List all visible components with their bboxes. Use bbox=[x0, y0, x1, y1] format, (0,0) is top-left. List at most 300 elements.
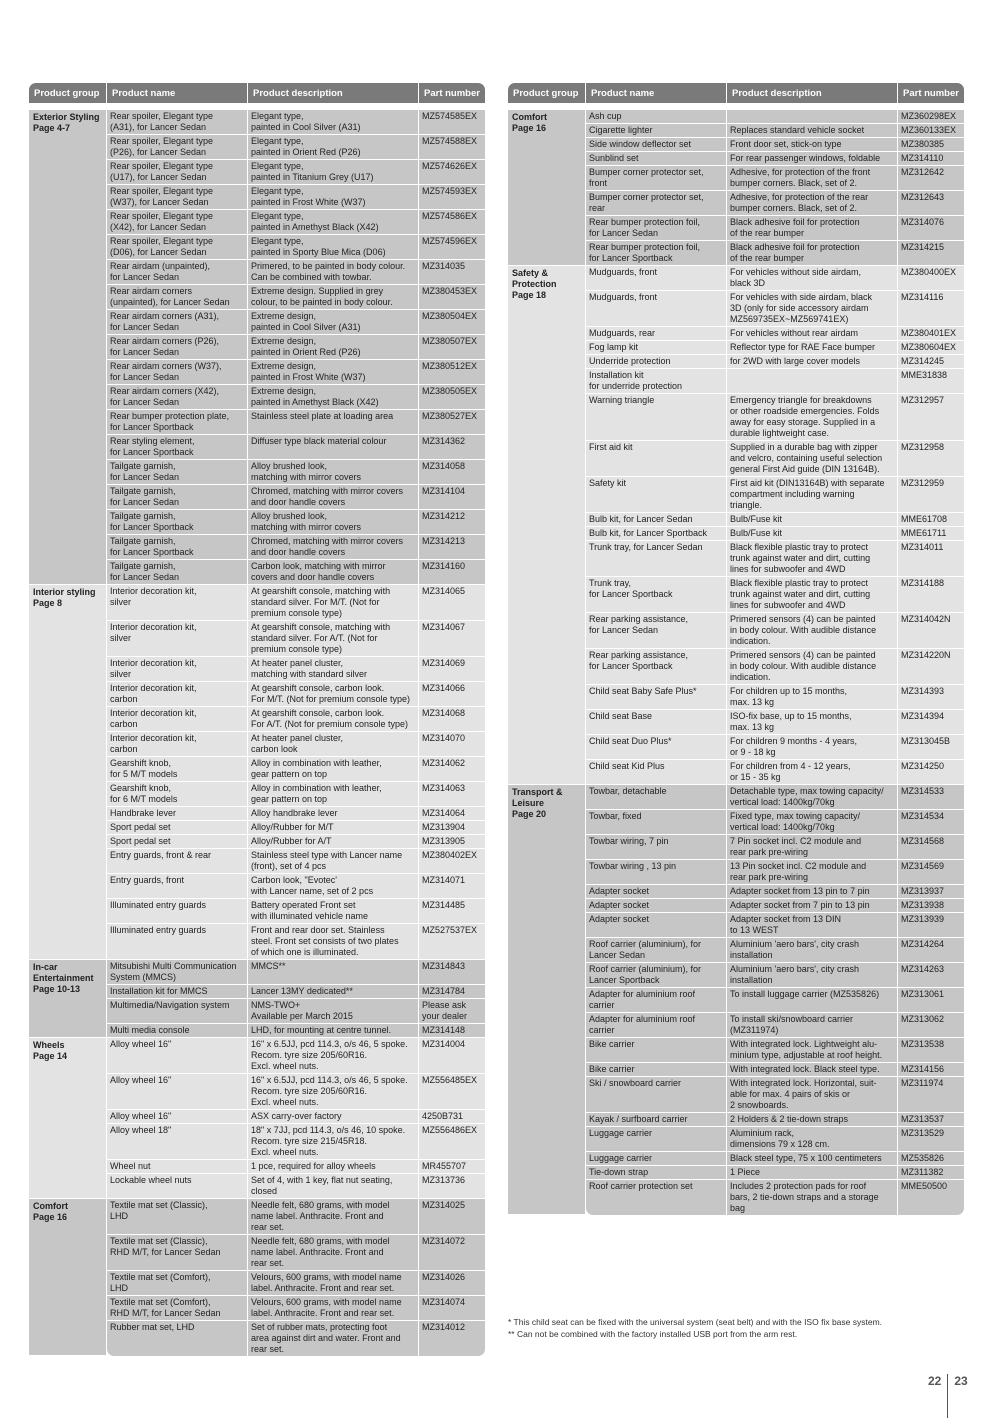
part-number-cell: MZ314220N bbox=[898, 649, 964, 685]
product-name-cell: Towbar, detachable bbox=[586, 785, 727, 810]
product-description-cell: Adapter socket from 7 pin to 13 pin bbox=[727, 899, 898, 913]
table-spacer bbox=[508, 103, 964, 110]
part-number-cell: MZ312959 bbox=[898, 477, 964, 513]
page-divider bbox=[947, 1374, 948, 1418]
product-name-cell: Gearshift knob, for 5 M/T models bbox=[107, 757, 248, 782]
product-description-cell: Velours, 600 grams, with model name label. Anthracite. Front and rear set. bbox=[248, 1271, 419, 1296]
product-description-cell: Stainless steel type with Lancer name (front), set of 4 pcs bbox=[248, 849, 419, 874]
product-description-cell: Stainless steel plate at loading area bbox=[248, 410, 419, 435]
product-name-cell: Installation kit for underride protection bbox=[586, 369, 727, 394]
product-name-cell: Child seat Kid Plus bbox=[586, 760, 727, 785]
product-name-cell: Rear airdam (unpainted), for Lancer Sedan bbox=[107, 260, 248, 285]
product-description-cell: Alloy in combination with leather, gear pattern on top bbox=[248, 757, 419, 782]
product-name-cell: Ski / snowboard carrier bbox=[586, 1077, 727, 1113]
product-description-cell: Bulb/Fuse kit bbox=[727, 527, 898, 541]
product-description-cell: Elegant type, painted in Frost White (W37) bbox=[248, 185, 419, 210]
product-name-cell: Adapter for aluminium roof carrier bbox=[586, 1013, 727, 1038]
product-description-cell: Extreme design, painted in Frost White (W37) bbox=[248, 360, 419, 385]
part-number-cell: MZ574586EX bbox=[419, 210, 485, 235]
product-description-cell: Primered, to be painted in body colour. Can be combined with towbar. bbox=[248, 260, 419, 285]
product-name-cell: Rear spoiler, Elegant type (U17), for Lancer Sedan bbox=[107, 160, 248, 185]
product-name-cell: Trunk tray, for Lancer Sportback bbox=[586, 577, 727, 613]
header-product-group: Product group bbox=[29, 83, 107, 103]
product-name-cell: Bumper corner protector set, rear bbox=[586, 191, 727, 216]
product-description-cell: For children 9 months - 4 years, or 9 - 18 kg bbox=[727, 735, 898, 760]
product-description-cell: Extreme design, painted in Cool Silver (A31) bbox=[248, 310, 419, 335]
product-description-cell: Black adhesive foil for protection of the rear bumper bbox=[727, 216, 898, 241]
product-description-cell: Alloy/Rubber for A/T bbox=[248, 835, 419, 849]
product-description-cell: At gearshift console, matching with standard silver. For A/T. (Not for premium console type) bbox=[248, 621, 419, 657]
part-number-cell: MZ313045B bbox=[898, 735, 964, 760]
product-description-cell: Fixed type, max towing capacity/ vertical load: 1400kg/70kg bbox=[727, 810, 898, 835]
product-name-cell: Child seat Baby Safe Plus* bbox=[586, 685, 727, 710]
product-name-cell: Rear parking assistance, for Lancer Sportback bbox=[586, 649, 727, 685]
product-description-cell: 1 Piece bbox=[727, 1166, 898, 1180]
product-description-cell: Carbon look, "Evotec' with Lancer name, set of 2 pcs bbox=[248, 874, 419, 899]
product-name-cell: Illuminated entry guards bbox=[107, 899, 248, 924]
part-number-cell: MZ311974 bbox=[898, 1077, 964, 1113]
part-number-cell: MZ314110 bbox=[898, 152, 964, 166]
part-number-cell: MZ314245 bbox=[898, 355, 964, 369]
product-description-cell: First aid kit (DIN13164B) with separate compartment including warning triangle. bbox=[727, 477, 898, 513]
product-name-cell: Rear airdam corners (unpainted), for Lancer Sedan bbox=[107, 285, 248, 310]
part-number-cell: MZ314074 bbox=[419, 1296, 485, 1321]
product-name-cell: Multimedia/Navigation system bbox=[107, 999, 248, 1024]
product-name-cell: Alloy wheel 16" bbox=[107, 1074, 248, 1110]
part-number-cell: MME61711 bbox=[898, 527, 964, 541]
product-description-cell: Extreme design. Supplied in grey colour, to be painted in body colour. bbox=[248, 285, 419, 310]
table-row bbox=[508, 266, 964, 291]
product-description-cell: Replaces standard vehicle socket bbox=[727, 124, 898, 138]
product-description-cell: Aluminium rack, dimensions 79 x 128 cm. bbox=[727, 1127, 898, 1152]
part-number-cell: MZ535826 bbox=[898, 1152, 964, 1166]
product-description-cell: 2 Holders & 2 tie-down straps bbox=[727, 1113, 898, 1127]
product-name-cell: Rear parking assistance, for Lancer Sedan bbox=[586, 613, 727, 649]
part-number-cell: MZ313939 bbox=[898, 913, 964, 938]
part-number-cell: MZ380505EX bbox=[419, 385, 485, 410]
product-description-cell: NMS-TWO+ Available per March 2015 bbox=[248, 999, 419, 1024]
product-description-cell: For vehicles with side airdam, black 3D (only for side accessory airdam MZ569735EX~MZ569741EX) bbox=[727, 291, 898, 327]
product-description-cell bbox=[727, 369, 898, 394]
product-name-cell: Interior decoration kit, silver bbox=[107, 621, 248, 657]
product-description-cell: With integrated lock. Black steel type. bbox=[727, 1063, 898, 1077]
part-number-cell: MZ312642 bbox=[898, 166, 964, 191]
page-numbers bbox=[928, 1374, 968, 1418]
product-name-cell: Rear airdam corners (X42), for Lancer Sedan bbox=[107, 385, 248, 410]
product-name-cell: Tailgate garnish, for Lancer Sportback bbox=[107, 510, 248, 535]
right-table-body bbox=[508, 103, 964, 1215]
product-name-cell: Entry guards, front bbox=[107, 874, 248, 899]
product-description-cell: 16" x 6.5JJ, pcd 114.3, o/s 46, 5 spoke. Recom. tyre size 205/60R16. Excl. wheel nuts. bbox=[248, 1074, 419, 1110]
product-description-cell: Velours, 600 grams, with model name label. Anthracite. Front and rear set. bbox=[248, 1296, 419, 1321]
part-number-cell: MZ313062 bbox=[898, 1013, 964, 1038]
part-number-cell: MZ314066 bbox=[419, 682, 485, 707]
product-description-cell: Emergency triangle for breakdowns or other roadside emergencies. Folds away for easy storage. Supplied in a durable lightweight case. bbox=[727, 394, 898, 441]
part-number-cell: 4250B731 bbox=[419, 1110, 485, 1124]
product-name-cell: Underride protection bbox=[586, 355, 727, 369]
product-name-cell: Adapter socket bbox=[586, 899, 727, 913]
product-name-cell: Lockable wheel nuts bbox=[107, 1174, 248, 1199]
product-description-cell: With integrated lock. Lightweight alu- minium type, adjustable at roof height. bbox=[727, 1038, 898, 1063]
product-description-cell: Detachable type, max towing capacity/ vertical load: 1400kg/70kg bbox=[727, 785, 898, 810]
product-description-cell: Black adhesive foil for protection of the rear bumper bbox=[727, 241, 898, 266]
product-name-cell: Adapter for aluminium roof carrier bbox=[586, 988, 727, 1013]
product-name-cell: Safety kit bbox=[586, 477, 727, 513]
product-name-cell: Rear spoiler, Elegant type (W37), for Lancer Sedan bbox=[107, 185, 248, 210]
product-name-cell: Fog lamp kit bbox=[586, 341, 727, 355]
product-name-cell: Entry guards, front & rear bbox=[107, 849, 248, 874]
product-name-cell: Mitsubishi Multi Communication System (MMCS) bbox=[107, 960, 248, 985]
header-product-name: Product name bbox=[107, 83, 248, 103]
part-number-cell: MZ574626EX bbox=[419, 160, 485, 185]
part-number-cell: MZ314072 bbox=[419, 1235, 485, 1271]
left-table-header-row bbox=[29, 83, 485, 103]
product-name-cell: Trunk tray, for Lancer Sedan bbox=[586, 541, 727, 577]
product-description-cell: With integrated lock. Horizontal, suit- able for max. 4 pairs of skis or 2 snowboards. bbox=[727, 1077, 898, 1113]
product-name-cell: Mudguards, front bbox=[586, 291, 727, 327]
part-number-cell: MZ314070 bbox=[419, 732, 485, 757]
part-number-cell: MZ314215 bbox=[898, 241, 964, 266]
product-description-cell: Reflector type for RAE Face bumper bbox=[727, 341, 898, 355]
header-part-number: Part number bbox=[898, 83, 964, 103]
product-description-cell: Adapter socket from 13 pin to 7 pin bbox=[727, 885, 898, 899]
product-name-cell: Roof carrier (aluminium), for Lancer Sedan bbox=[586, 938, 727, 963]
product-name-cell: Tailgate garnish, for Lancer Sedan bbox=[107, 560, 248, 585]
product-name-cell: Alloy wheel 16" bbox=[107, 1038, 248, 1074]
page-number-left: 22 bbox=[928, 1374, 942, 1388]
part-number-cell: MZ313529 bbox=[898, 1127, 964, 1152]
table-row bbox=[508, 110, 964, 124]
part-number-cell: MZ314160 bbox=[419, 560, 485, 585]
part-number-cell: MZ380527EX bbox=[419, 410, 485, 435]
page-number-right: 23 bbox=[954, 1374, 968, 1388]
part-number-cell: MZ314116 bbox=[898, 291, 964, 327]
part-number-cell: MZ314065 bbox=[419, 585, 485, 621]
part-number-cell: MZ314042N bbox=[898, 613, 964, 649]
product-description-cell: Carbon look, matching with mirror covers and door handle covers bbox=[248, 560, 419, 585]
product-group-cell: Wheels Page 14 bbox=[29, 1038, 107, 1199]
product-name-cell: Interior decoration kit, carbon bbox=[107, 682, 248, 707]
product-description-cell: for 2WD with large cover models bbox=[727, 355, 898, 369]
part-number-cell: MZ314104 bbox=[419, 485, 485, 510]
product-description-cell: Diffuser type black material colour bbox=[248, 435, 419, 460]
product-description-cell: Black flexible plastic tray to protect trunk against water and dirt, cutting lines for subwoofer and 4WD bbox=[727, 577, 898, 613]
part-number-cell: MZ360133EX bbox=[898, 124, 964, 138]
part-number-cell: MZ314784 bbox=[419, 985, 485, 999]
part-number-cell: MZ314534 bbox=[898, 810, 964, 835]
product-description-cell: At heater panel cluster, carbon look bbox=[248, 732, 419, 757]
table-row bbox=[29, 1199, 485, 1235]
product-group-cell: In-car Entertainment Page 10-13 bbox=[29, 960, 107, 1038]
product-description-cell: For vehicles without side airdam, black 3D bbox=[727, 266, 898, 291]
product-description-cell: At gearshift console, carbon look. For A/T. (Not for premium console type) bbox=[248, 707, 419, 732]
product-description-cell: For children up to 15 months, max. 13 kg bbox=[727, 685, 898, 710]
product-description-cell: At gearshift console, carbon look. For M/T. (Not for premium console type) bbox=[248, 682, 419, 707]
product-description-cell: Elegant type, painted in Titanium Grey (U17) bbox=[248, 160, 419, 185]
product-name-cell: Rear spoiler, Elegant type (D06), for Lancer Sedan bbox=[107, 235, 248, 260]
header-product-description: Product description bbox=[248, 83, 419, 103]
product-name-cell: Gearshift knob, for 6 M/T models bbox=[107, 782, 248, 807]
product-name-cell: Tailgate garnish, for Lancer Sportback bbox=[107, 535, 248, 560]
footnotes bbox=[508, 1316, 968, 1340]
table-spacer-cell bbox=[508, 103, 964, 110]
product-description-cell: Black steel type, 75 x 100 centimeters bbox=[727, 1152, 898, 1166]
product-name-cell: Alloy wheel 16" bbox=[107, 1110, 248, 1124]
product-description-cell: Adapter socket from 13 DIN to 13 WEST bbox=[727, 913, 898, 938]
part-number-cell: MZ380402EX bbox=[419, 849, 485, 874]
part-number-cell: MZ314264 bbox=[898, 938, 964, 963]
part-number-cell: MZ574596EX bbox=[419, 235, 485, 260]
product-name-cell: Handbrake lever bbox=[107, 807, 248, 821]
product-name-cell: Sport pedal set bbox=[107, 835, 248, 849]
product-name-cell: Rear spoiler, Elegant type (A31), for Lancer Sedan bbox=[107, 110, 248, 135]
product-group-cell: Comfort Page 16 bbox=[29, 1199, 107, 1356]
product-description-cell: For rear passenger windows, foldable bbox=[727, 152, 898, 166]
table-row bbox=[29, 960, 485, 985]
table-row bbox=[29, 110, 485, 135]
part-number-cell: MZ574588EX bbox=[419, 135, 485, 160]
table-row bbox=[508, 785, 964, 810]
product-description-cell: 7 Pin socket incl. C2 module and rear park pre-wiring bbox=[727, 835, 898, 860]
product-name-cell: Textile mat set (Comfort), RHD M/T, for Lancer Sedan bbox=[107, 1296, 248, 1321]
product-name-cell: Bumper corner protector set, front bbox=[586, 166, 727, 191]
product-group-cell: Exterior Styling Page 4-7 bbox=[29, 110, 107, 585]
table-spacer-cell bbox=[29, 103, 485, 110]
part-number-cell: MZ313937 bbox=[898, 885, 964, 899]
product-description-cell: To install ski/snowboard carrier (MZ311974) bbox=[727, 1013, 898, 1038]
product-description-cell: Lancer 13MY dedicated** bbox=[248, 985, 419, 999]
part-number-cell: MZ360298EX bbox=[898, 110, 964, 124]
product-name-cell: Adapter socket bbox=[586, 885, 727, 899]
product-name-cell: Interior decoration kit, carbon bbox=[107, 707, 248, 732]
right-table-header-row bbox=[508, 83, 964, 103]
product-name-cell: Illuminated entry guards bbox=[107, 924, 248, 960]
product-description-cell: Alloy/Rubber for M/T bbox=[248, 821, 419, 835]
part-number-cell: MZ314071 bbox=[419, 874, 485, 899]
product-name-cell: Wheel nut bbox=[107, 1160, 248, 1174]
part-number-cell: MME61708 bbox=[898, 513, 964, 527]
part-number-cell: MZ314035 bbox=[419, 260, 485, 285]
header-product-name: Product name bbox=[586, 83, 727, 103]
product-description-cell: Chromed, matching with mirror covers and door handle covers bbox=[248, 485, 419, 510]
product-description-cell: LHD, for mounting at centre tunnel. bbox=[248, 1024, 419, 1038]
product-group-cell: Comfort Page 16 bbox=[508, 110, 586, 266]
product-name-cell: Towbar wiring , 13 pin bbox=[586, 860, 727, 885]
part-number-cell: MZ314068 bbox=[419, 707, 485, 732]
product-name-cell: Side window deflector set bbox=[586, 138, 727, 152]
product-name-cell: Rear styling element, for Lancer Sportback bbox=[107, 435, 248, 460]
part-number-cell: MZ380401EX bbox=[898, 327, 964, 341]
part-number-cell: MZ556486EX bbox=[419, 1124, 485, 1160]
product-name-cell: Towbar, fixed bbox=[586, 810, 727, 835]
product-description-cell: Chromed, matching with mirror covers and door handle covers bbox=[248, 535, 419, 560]
part-number-cell: MZ314004 bbox=[419, 1038, 485, 1074]
product-description-cell: Battery operated Front set with illuminated vehicle name bbox=[248, 899, 419, 924]
product-name-cell: Bulb kit, for Lancer Sedan bbox=[586, 513, 727, 527]
part-number-cell: MZ574593EX bbox=[419, 185, 485, 210]
part-number-cell: MZ313938 bbox=[898, 899, 964, 913]
product-name-cell: Roof carrier protection set bbox=[586, 1180, 727, 1215]
part-number-cell: MZ314250 bbox=[898, 760, 964, 785]
part-number-cell: MZ314212 bbox=[419, 510, 485, 535]
product-name-cell: Bike carrier bbox=[586, 1063, 727, 1077]
part-number-cell: MZ312957 bbox=[898, 394, 964, 441]
part-number-cell: Please ask your dealer bbox=[419, 999, 485, 1024]
product-description-cell: Elegant type, painted in Cool Silver (A31) bbox=[248, 110, 419, 135]
product-name-cell: Sport pedal set bbox=[107, 821, 248, 835]
part-number-cell: MZ527537EX bbox=[419, 924, 485, 960]
product-name-cell: Luggage carrier bbox=[586, 1127, 727, 1152]
product-group-cell: Safety & Protection Page 18 bbox=[508, 266, 586, 785]
product-description-cell: At heater panel cluster, matching with standard silver bbox=[248, 657, 419, 682]
product-name-cell: Warning triangle bbox=[586, 394, 727, 441]
part-number-cell: MZ574585EX bbox=[419, 110, 485, 135]
product-name-cell: Adapter socket bbox=[586, 913, 727, 938]
table-row bbox=[29, 1038, 485, 1074]
table-spacer bbox=[29, 103, 485, 110]
product-name-cell: Cigarette lighter bbox=[586, 124, 727, 138]
product-description-cell: Needle felt, 680 grams, with model name label. Anthracite. Front and rear set. bbox=[248, 1235, 419, 1271]
product-group-cell: Transport & Leisure Page 20 bbox=[508, 785, 586, 1215]
product-description-cell: At gearshift console, matching with standard silver. For M/T. (Not for premium console type) bbox=[248, 585, 419, 621]
product-description-cell: Primered sensors (4) can be painted in body colour. With audible distance indication. bbox=[727, 613, 898, 649]
product-name-cell: Interior decoration kit, carbon bbox=[107, 732, 248, 757]
product-name-cell: Rear airdam corners (W37), for Lancer Sedan bbox=[107, 360, 248, 385]
part-number-cell: MZ314069 bbox=[419, 657, 485, 682]
product-name-cell: Textile mat set (Classic), RHD M/T, for Lancer Sedan bbox=[107, 1235, 248, 1271]
part-number-cell: MZ314148 bbox=[419, 1024, 485, 1038]
product-name-cell: Luggage carrier bbox=[586, 1152, 727, 1166]
part-number-cell: MZ314213 bbox=[419, 535, 485, 560]
part-number-cell: MZ313904 bbox=[419, 821, 485, 835]
product-description-cell: 16" x 6.5JJ, pcd 114.3, o/s 46, 5 spoke. Recom. tyre size 205/60R16. Excl. wheel nuts. bbox=[248, 1038, 419, 1074]
product-description-cell: 13 Pin socket incl. C2 module and rear park pre-wiring bbox=[727, 860, 898, 885]
product-group-cell: Interior styling Page 8 bbox=[29, 585, 107, 960]
product-name-cell: Ash cup bbox=[586, 110, 727, 124]
product-name-cell: Rear airdam corners (A31), for Lancer Sedan bbox=[107, 310, 248, 335]
product-name-cell: Kayak / surfboard carrier bbox=[586, 1113, 727, 1127]
product-name-cell: Roof carrier (aluminium), for Lancer Sportback bbox=[586, 963, 727, 988]
part-number-cell: MZ314011 bbox=[898, 541, 964, 577]
part-number-cell: MZ314263 bbox=[898, 963, 964, 988]
product-name-cell: Tie-down strap bbox=[586, 1166, 727, 1180]
part-number-cell: MZ313736 bbox=[419, 1174, 485, 1199]
product-name-cell: Interior decoration kit, silver bbox=[107, 657, 248, 682]
part-number-cell: MME31838 bbox=[898, 369, 964, 394]
part-number-cell: MZ313537 bbox=[898, 1113, 964, 1127]
part-number-cell: MZ380512EX bbox=[419, 360, 485, 385]
product-name-cell: Bulb kit, for Lancer Sportback bbox=[586, 527, 727, 541]
product-description-cell: Set of 4, with 1 key, flat nut seating, closed bbox=[248, 1174, 419, 1199]
right-accessories-table bbox=[508, 83, 964, 1215]
product-name-cell: Interior decoration kit, silver bbox=[107, 585, 248, 621]
part-number-cell: MZ311382 bbox=[898, 1166, 964, 1180]
product-description-cell: Aluminium 'aero bars', city crash installation bbox=[727, 963, 898, 988]
header-product-description: Product description bbox=[727, 83, 898, 103]
part-number-cell: MZ314485 bbox=[419, 899, 485, 924]
part-number-cell: MZ380400EX bbox=[898, 266, 964, 291]
table-row bbox=[29, 585, 485, 621]
product-description-cell: To install luggage carrier (MZ535826) bbox=[727, 988, 898, 1013]
part-number-cell: MZ314843 bbox=[419, 960, 485, 985]
footnote-usb: ** Can not be combined with the factory installed USB port from the arm rest. bbox=[508, 1329, 798, 1339]
product-description-cell: Adhesive, for protection of the rear bumper corners. Black, set of 2. bbox=[727, 191, 898, 216]
product-description-cell: For vehicles without rear airdam bbox=[727, 327, 898, 341]
product-name-cell: Rear spoiler, Elegant type (X42), for Lancer Sedan bbox=[107, 210, 248, 235]
part-number-cell: MME50500 bbox=[898, 1180, 964, 1215]
product-description-cell: ASX carry-over factory bbox=[248, 1110, 419, 1124]
part-number-cell: MZ314362 bbox=[419, 435, 485, 460]
product-description-cell: Elegant type, painted in Sporty Blue Mica (D06) bbox=[248, 235, 419, 260]
part-number-cell: MZ314188 bbox=[898, 577, 964, 613]
product-description-cell: Needle felt, 680 grams, with model name label. Anthracite. Front and rear set. bbox=[248, 1199, 419, 1235]
product-name-cell: Rear spoiler, Elegant type (P26), for Lancer Sedan bbox=[107, 135, 248, 160]
part-number-cell: MZ314569 bbox=[898, 860, 964, 885]
product-name-cell: Rear bumper protection foil, for Lancer Sportback bbox=[586, 241, 727, 266]
part-number-cell: MZ314063 bbox=[419, 782, 485, 807]
product-description-cell: Extreme design, painted in Amethyst Black (X42) bbox=[248, 385, 419, 410]
product-description-cell: Extreme design, painted in Orient Red (P26) bbox=[248, 335, 419, 360]
product-description-cell: Set of rubber mats, protecting foot area against dirt and water. Front and rear set. bbox=[248, 1321, 419, 1356]
part-number-cell: MZ312958 bbox=[898, 441, 964, 477]
part-number-cell: MZ314076 bbox=[898, 216, 964, 241]
product-description-cell: Supplied in a durable bag with zipper and velcro, containing useful selection general First Aid guide (DIN 13164B). bbox=[727, 441, 898, 477]
product-name-cell: Bike carrier bbox=[586, 1038, 727, 1063]
product-description-cell: Alloy in combination with leather, gear pattern on top bbox=[248, 782, 419, 807]
product-name-cell: Child seat Base bbox=[586, 710, 727, 735]
product-name-cell: Installation kit for MMCS bbox=[107, 985, 248, 999]
product-name-cell: Rear bumper protection plate, for Lancer Sportback bbox=[107, 410, 248, 435]
product-description-cell: Elegant type, painted in Amethyst Black (X42) bbox=[248, 210, 419, 235]
product-description-cell: Elegant type, painted in Orient Red (P26) bbox=[248, 135, 419, 160]
product-description-cell: Front and rear door set. Stainless steel. Front set consists of two plates of which one is illuminated. bbox=[248, 924, 419, 960]
part-number-cell: MZ380604EX bbox=[898, 341, 964, 355]
product-description-cell bbox=[727, 110, 898, 124]
part-number-cell: MZ380385 bbox=[898, 138, 964, 152]
product-description-cell: ISO-fix base, up to 15 months, max. 13 kg bbox=[727, 710, 898, 735]
header-part-number: Part number bbox=[419, 83, 485, 103]
header-product-group: Product group bbox=[508, 83, 586, 103]
product-name-cell: Towbar wiring, 7 pin bbox=[586, 835, 727, 860]
part-number-cell: MZ556485EX bbox=[419, 1074, 485, 1110]
product-description-cell: Front door set, stick-on type bbox=[727, 138, 898, 152]
product-description-cell: For children from 4 - 12 years, or 15 - 35 kg bbox=[727, 760, 898, 785]
product-description-cell: Black flexible plastic tray to protect trunk against water and dirt, cutting lines for subwoofer and 4WD bbox=[727, 541, 898, 577]
part-number-cell: MZ314394 bbox=[898, 710, 964, 735]
product-description-cell: Primered sensors (4) can be painted in body colour. With audible distance indication. bbox=[727, 649, 898, 685]
product-description-cell: Bulb/Fuse kit bbox=[727, 513, 898, 527]
part-number-cell: MR455707 bbox=[419, 1160, 485, 1174]
product-description-cell: Alloy brushed look, matching with mirror covers bbox=[248, 510, 419, 535]
product-name-cell: Rear airdam corners (P26), for Lancer Sedan bbox=[107, 335, 248, 360]
part-number-cell: MZ314026 bbox=[419, 1271, 485, 1296]
product-description-cell: Alloy handbrake lever bbox=[248, 807, 419, 821]
part-number-cell: MZ312643 bbox=[898, 191, 964, 216]
product-name-cell: Multi media console bbox=[107, 1024, 248, 1038]
product-name-cell: Child seat Duo Plus* bbox=[586, 735, 727, 760]
part-number-cell: MZ313905 bbox=[419, 835, 485, 849]
part-number-cell: MZ313061 bbox=[898, 988, 964, 1013]
part-number-cell: MZ314533 bbox=[898, 785, 964, 810]
product-name-cell: Mudguards, rear bbox=[586, 327, 727, 341]
part-number-cell: MZ314064 bbox=[419, 807, 485, 821]
part-number-cell: MZ314067 bbox=[419, 621, 485, 657]
part-number-cell: MZ314012 bbox=[419, 1321, 485, 1356]
part-number-cell: MZ314062 bbox=[419, 757, 485, 782]
product-name-cell: Rubber mat set, LHD bbox=[107, 1321, 248, 1356]
product-description-cell: Aluminium 'aero bars', city crash installation bbox=[727, 938, 898, 963]
product-name-cell: Tailgate garnish, for Lancer Sedan bbox=[107, 485, 248, 510]
